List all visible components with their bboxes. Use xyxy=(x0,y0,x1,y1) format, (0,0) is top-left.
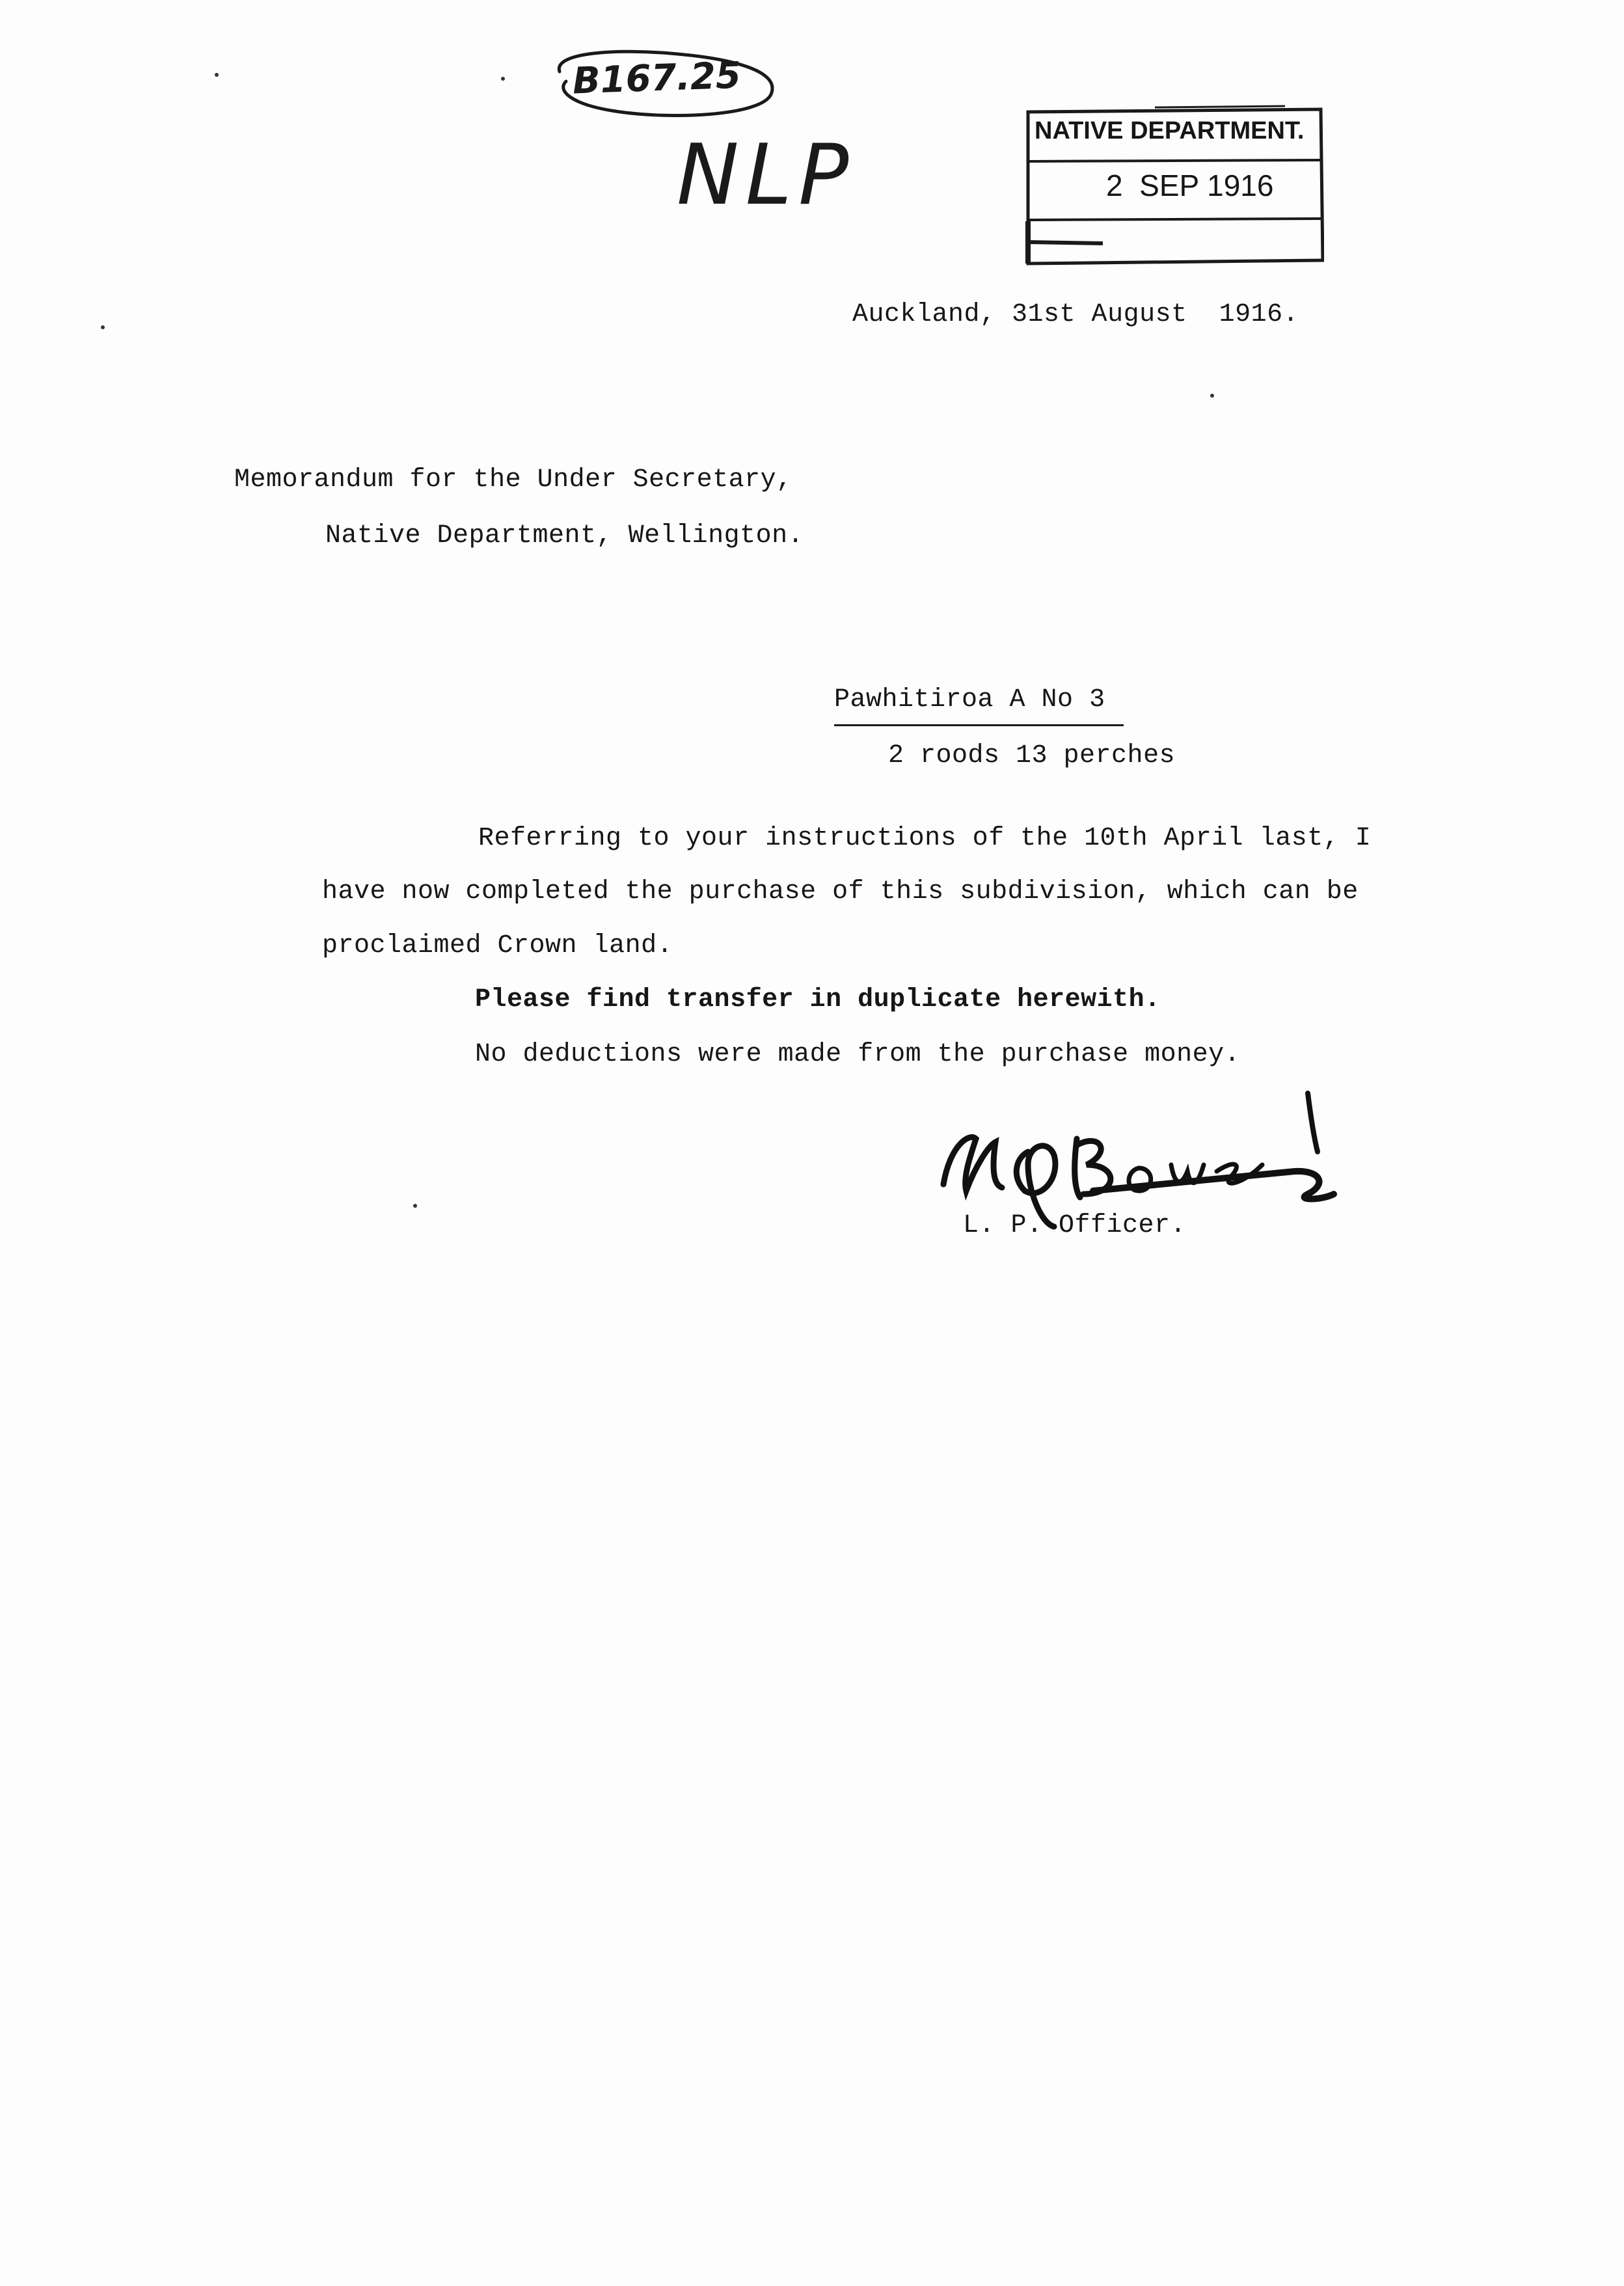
memo-recipient-line1: Memorandum for the Under Secretary, xyxy=(234,465,792,495)
body-line-4: Please find transfer in duplicate herewith. xyxy=(475,985,1161,1014)
handwritten-initials: NLP xyxy=(677,127,856,224)
place-and-date: Auckland, 31st August 1916. xyxy=(852,300,1299,329)
signatory-title: L. P. Officer. xyxy=(963,1211,1187,1240)
subject-area: 2 roods 13 perches xyxy=(888,741,1176,770)
body-line-3: proclaimed Crown land. xyxy=(322,931,673,960)
subject-title: Pawhitiroa A No 3 xyxy=(834,685,1105,714)
body-line-5: No deductions were made from the purchase money. xyxy=(475,1040,1241,1069)
handwritten-reference: B167.25 xyxy=(571,54,742,103)
body-line-1: Referring to your instructions of the 10th April last, I xyxy=(478,824,1372,853)
stamp-date: 2 SEP 1916 xyxy=(1106,169,1274,202)
subject-underline xyxy=(834,724,1124,726)
stamp-department: NATIVE DEPARTMENT. xyxy=(1035,117,1305,144)
body-line-2: have now completed the purchase of this subdivision, which can be xyxy=(322,877,1359,906)
handwritten-signature xyxy=(930,1080,1373,1230)
memo-recipient-line2: Native Department, Wellington. xyxy=(325,521,804,551)
